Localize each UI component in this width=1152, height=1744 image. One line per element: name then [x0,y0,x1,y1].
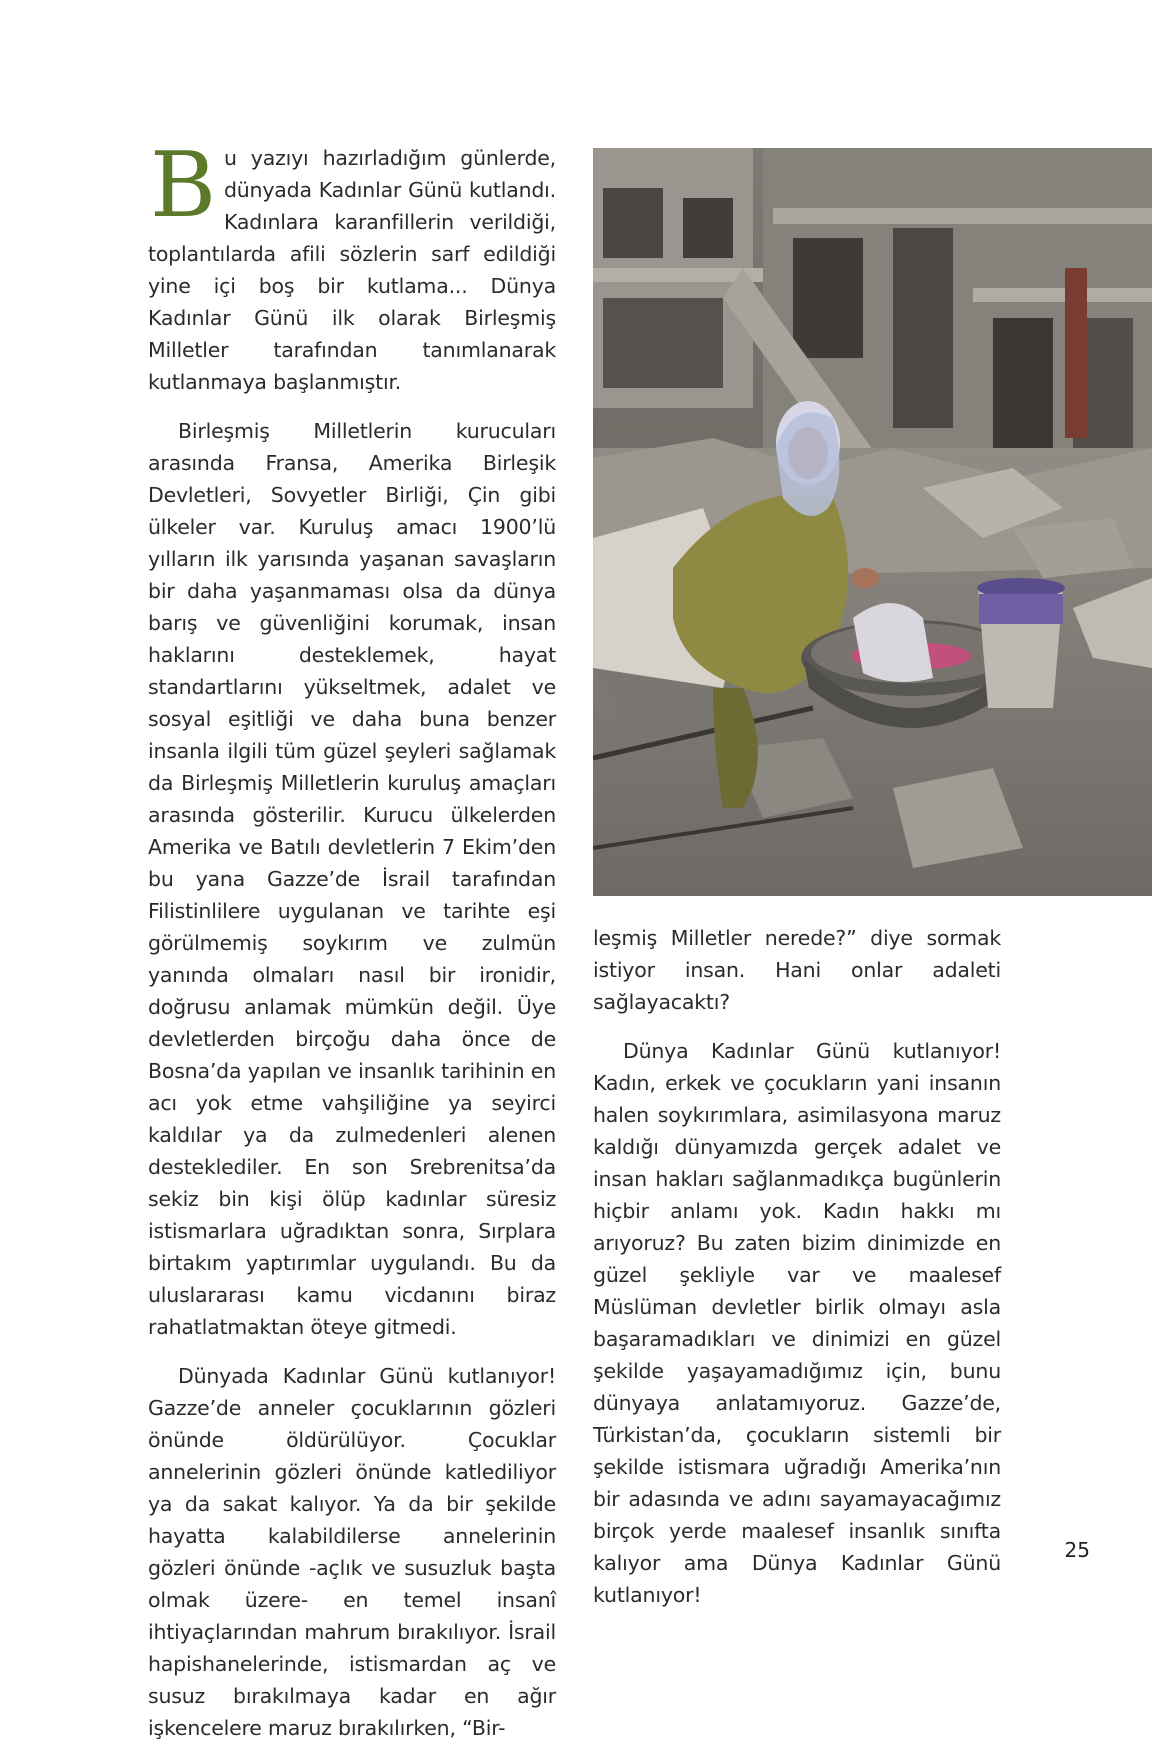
article-column-right [593,922,1001,1611]
paragraph-gaza-mothers-continued: leşmiş Milletler nerede?” diye sormak istiyor insan. Hani onlar adaleti sağlayacaktı? [593,926,1001,1014]
article-column-left [148,133,556,1744]
paragraph-un-founders: Birleşmiş Milletlerin kurucuları arasında Fransa, Amerika Birleşik Devletleri, Sovyetler Birliği, Çin gibi ülkeler var. Kuruluş amacı 1900’lü yılların ilk yarısında yaşanan savaşların bir daha yaşanmaması olsa da dünya barış ve güvenliğini korumak, insan haklarını desteklemek, hayat standartlarını yükseltmek, adalet ve sosyal eşitliği ve daha buna benzer insanla ilgili tüm güzel şeyleri sağlamak da Birleşmiş Milletlerin kuruluş amaçları arasında gösterilir. Kurucu ülkelerden Amerika ve Batılı devletlerin 7 Ekim’den bu yana Gazze’de İsrail tarafından Filistinlilere uygulanan ve tarihte eşi görülmemiş soykırım ve zulmün yanında olmaları nasıl bir ironidir, doğrusu anlamak mümkün değil. Üye devletlerden birçoğu daha önce de Bosna’da yapılan ve insanlık tarihinin en acı yok etme vahşiliğine ya seyirci kaldılar ya da zulmedenleri alenen desteklediler. En son Srebrenitsa’da sekiz bin kişi ölüp kadınlar süresiz istismarlara uğradıktan sonra, Sırplara birtakım yaptırımlar uygulandı. Bu da uluslararası kamu vicdanını biraz rahatlatmaktan öteye gitmedi. [148,419,556,1339]
paragraph-intro-text: u yazıyı hazırladığım günlerde, dünyada Kadınlar Günü kutlandı. Kadınlara karanfillerin verildiği, toplantılarda afili sözlerin sarf edildiği yine içi boş bir kutlama... Dünya Kadınlar Günü ilk olarak Birleşmiş Milletler tarafından tanımlanarak kutlanmaya başlanmıştır. [148,146,556,394]
paragraph-conclusion: Dünya Kadınlar Günü kutlanıyor! Kadın, erkek ve çocukların yani insanın halen soykırımlara, asimilasyona maruz kaldığı dünyamızda gerçek adalet ve insan hakları sağlanmadıkça bugünlerin hiçbir anlamı yok. Kadın hakkı mı arıyoruz? Bu zaten bizim dinimizde en güzel şekliyle var ve maalesef Müslüman devletler birlik olmayı asla başaramadıkları ve dinimizi en güzel şekilde yaşayamadığımız için, bunu dünyaya anlatamıyoruz. Gazze’de, Türkistan’da, çocukların sistemli bir şekilde istismara uğradığı Amerika’nın bir adasında ve adını sayamayacağımız birçok yerde maalesef insanlık sınıfta kalıyor ama Dünya Kadınlar Günü kutlanıyor! [593,1039,1001,1607]
page-number: 25 [1064,1538,1090,1562]
article-photo [593,148,1152,896]
paragraph-intro [148,133,556,398]
paragraph-gaza-mothers: Dünyada Kadınlar Günü kutlanıyor! Gazze’de anneler çocuklarının gözleri önünde öldürülüyor. Çocuklar annelerinin gözleri önünde katlediliyor ya da sakat kalıyor. Ya da bir şekilde hayatta kalabildilerse annelerinin gözleri önünde -açlık ve susuzluk başta olmak üzere- en temel insanî ihtiyaçlarından mahrum bırakılıyor. İsrail hapishanelerinde, istismardan aç ve susuz bırakılmaya kadar en ağır işkencelere maruz bırakılırken, “Bir- [148,1364,556,1740]
photo-woman-washing-in-rubble [593,148,1152,896]
dropcap-letter: B [150,133,216,238]
